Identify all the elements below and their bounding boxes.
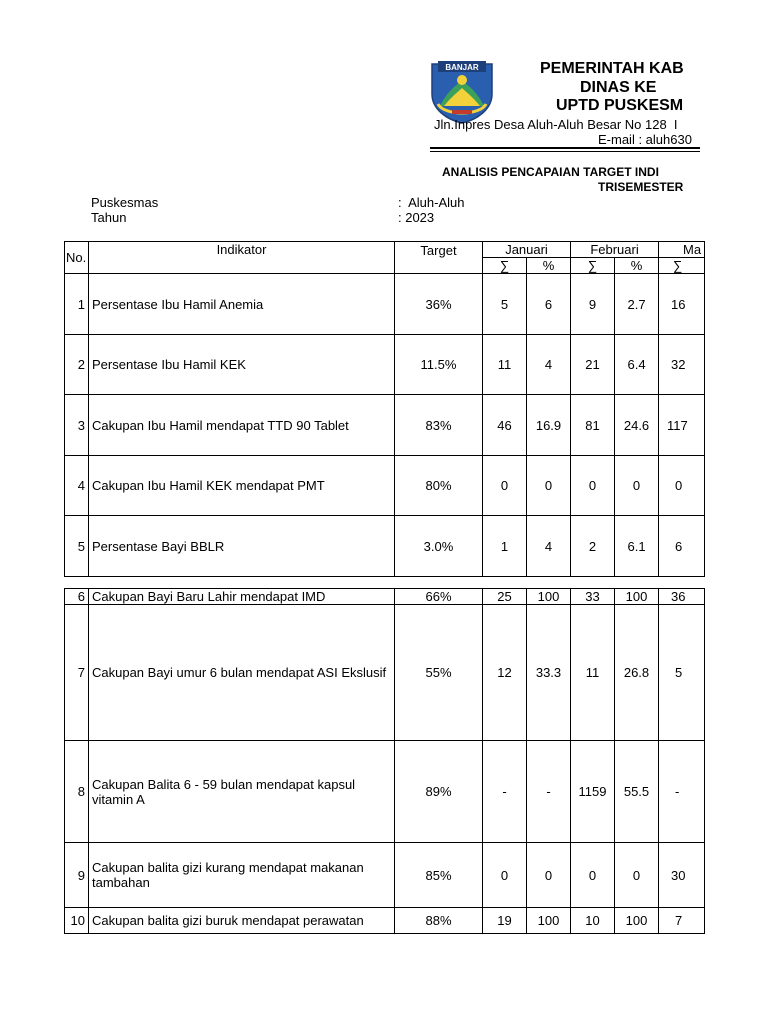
row-jan-n: 12 xyxy=(483,605,527,741)
letterhead-line3: UPTD PUSKESM xyxy=(556,97,684,114)
header-februari: Februari xyxy=(571,242,659,258)
row-indikator: Cakupan balita gizi kurang mendapat makanan tambahan xyxy=(89,843,395,908)
row-target: 55% xyxy=(395,605,483,741)
indicator-table-bottom xyxy=(64,588,705,934)
row-jan-pct: - xyxy=(527,741,571,843)
letterhead-divider-thick xyxy=(430,147,700,149)
indicator-table-top xyxy=(64,241,705,577)
row-feb-n: 2 xyxy=(571,516,615,577)
header-maret: Ma xyxy=(659,242,705,258)
row-jan-pct: 0 xyxy=(527,456,571,516)
row-no: 3 xyxy=(65,395,89,456)
row-feb-n: 21 xyxy=(571,335,615,395)
header-no: No. xyxy=(65,242,89,274)
row-jan-n: 0 xyxy=(483,456,527,516)
row-no: 5 xyxy=(65,516,89,577)
row-mar-n: 7 xyxy=(659,908,705,934)
row-mar-n: 32 xyxy=(659,335,705,395)
row-indikator: Persentase Ibu Hamil Anemia xyxy=(89,274,395,335)
table-row xyxy=(65,274,705,335)
header-feb-pct: % xyxy=(615,258,659,274)
header-indikator: Indikator xyxy=(89,242,395,258)
row-feb-pct: 26.8 xyxy=(615,605,659,741)
tahun-label: Tahun xyxy=(91,210,127,225)
row-target: 83% xyxy=(395,395,483,456)
header-januari: Januari xyxy=(483,242,571,258)
row-feb-n: 0 xyxy=(571,456,615,516)
puskesmas-label: Puskesmas xyxy=(91,195,159,210)
row-jan-n: 11 xyxy=(483,335,527,395)
table-subheader-row xyxy=(65,258,705,274)
banjar-logo-icon xyxy=(430,60,494,124)
row-jan-n: 1 xyxy=(483,516,527,577)
row-jan-pct: 33.3 xyxy=(527,605,571,741)
row-jan-pct: 4 xyxy=(527,335,571,395)
table-row xyxy=(65,605,705,741)
row-jan-pct: 16.9 xyxy=(527,395,571,456)
row-indikator: Persentase Ibu Hamil KEK xyxy=(89,335,395,395)
row-feb-pct: 6.1 xyxy=(615,516,659,577)
row-feb-n: 33 xyxy=(571,589,615,605)
row-jan-n: 0 xyxy=(483,843,527,908)
row-feb-n: 1159 xyxy=(571,741,615,843)
row-target: 89% xyxy=(395,741,483,843)
row-target: 11.5% xyxy=(395,335,483,395)
header-feb-sum: ∑ xyxy=(571,258,615,274)
row-mar-n: 30 xyxy=(659,843,705,908)
row-jan-pct: 100 xyxy=(527,589,571,605)
row-indikator: Cakupan Ibu Hamil KEK mendapat PMT xyxy=(89,456,395,516)
row-no: 9 xyxy=(65,843,89,908)
row-target: 85% xyxy=(395,843,483,908)
row-mar-n: 117 xyxy=(659,395,705,456)
row-jan-n: 19 xyxy=(483,908,527,934)
row-target: 80% xyxy=(395,456,483,516)
table-header-row xyxy=(65,242,705,258)
header-target: Target xyxy=(395,242,483,274)
table-row xyxy=(65,335,705,395)
row-no: 8 xyxy=(65,741,89,843)
row-feb-pct: 6.4 xyxy=(615,335,659,395)
logo-text: BANJAR xyxy=(445,63,479,72)
row-feb-pct: 100 xyxy=(615,908,659,934)
report-subtitle: TRISEMESTER xyxy=(598,180,684,194)
row-no: 10 xyxy=(65,908,89,934)
row-mar-n: 36 xyxy=(659,589,705,605)
row-target: 66% xyxy=(395,589,483,605)
letterhead-divider-thin xyxy=(430,151,700,152)
header-indikator-blank xyxy=(89,258,395,274)
row-jan-n: - xyxy=(483,741,527,843)
row-mar-n: 0 xyxy=(659,456,705,516)
letterhead-email: E-mail : aluh630 xyxy=(598,132,692,147)
row-target: 3.0% xyxy=(395,516,483,577)
header-jan-pct: % xyxy=(527,258,571,274)
row-target: 36% xyxy=(395,274,483,335)
row-no: 7 xyxy=(65,605,89,741)
table-row xyxy=(65,843,705,908)
table-row xyxy=(65,516,705,577)
row-jan-n: 46 xyxy=(483,395,527,456)
row-feb-n: 81 xyxy=(571,395,615,456)
row-jan-pct: 0 xyxy=(527,843,571,908)
row-indikator: Cakupan balita gizi buruk mendapat perawatan xyxy=(89,908,395,934)
row-jan-pct: 4 xyxy=(527,516,571,577)
header-jan-sum: ∑ xyxy=(483,258,527,274)
row-jan-n: 25 xyxy=(483,589,527,605)
row-feb-pct: 2.7 xyxy=(615,274,659,335)
row-no: 2 xyxy=(65,335,89,395)
row-jan-pct: 6 xyxy=(527,274,571,335)
table-row xyxy=(65,456,705,516)
row-indikator: Cakupan Balita 6 - 59 bulan mendapat kapsul vitamin A xyxy=(89,741,395,843)
letterhead-line2: DINAS KE xyxy=(580,79,657,96)
letterhead-line1: PEMERINTAH KAB xyxy=(540,60,684,77)
row-indikator: Cakupan Bayi Baru Lahir mendapat IMD xyxy=(89,589,395,605)
row-feb-pct: 24.6 xyxy=(615,395,659,456)
row-feb-n: 10 xyxy=(571,908,615,934)
table-row xyxy=(65,589,705,605)
row-no: 6 xyxy=(65,589,89,605)
row-feb-n: 0 xyxy=(571,843,615,908)
row-no: 4 xyxy=(65,456,89,516)
tahun-value: : 2023 xyxy=(398,210,435,225)
row-jan-n: 5 xyxy=(483,274,527,335)
row-jan-pct: 100 xyxy=(527,908,571,934)
table-row xyxy=(65,741,705,843)
row-mar-n: 5 xyxy=(659,605,705,741)
table-row xyxy=(65,395,705,456)
row-indikator: Persentase Bayi BBLR xyxy=(89,516,395,577)
row-feb-pct: 55.5 xyxy=(615,741,659,843)
row-mar-n: 6 xyxy=(659,516,705,577)
row-feb-pct: 0 xyxy=(615,456,659,516)
row-mar-n: - xyxy=(659,741,705,843)
row-no: 1 xyxy=(65,274,89,335)
row-target: 88% xyxy=(395,908,483,934)
row-feb-n: 11 xyxy=(571,605,615,741)
row-indikator: Cakupan Bayi umur 6 bulan mendapat ASI Ekslusif xyxy=(89,605,395,741)
puskesmas-value: : Aluh-Aluh xyxy=(398,195,465,210)
header-mar-sum: ∑ xyxy=(659,258,705,274)
row-feb-n: 9 xyxy=(571,274,615,335)
report-title: ANALISIS PENCAPAIAN TARGET INDI xyxy=(442,165,659,179)
table-row xyxy=(65,908,705,934)
row-feb-pct: 100 xyxy=(615,589,659,605)
letterhead-address: Jln.Inpres Desa Aluh-Aluh Besar No 128 I xyxy=(434,117,678,132)
row-mar-n: 16 xyxy=(659,274,705,335)
row-feb-pct: 0 xyxy=(615,843,659,908)
row-indikator: Cakupan Ibu Hamil mendapat TTD 90 Tablet xyxy=(89,395,395,456)
